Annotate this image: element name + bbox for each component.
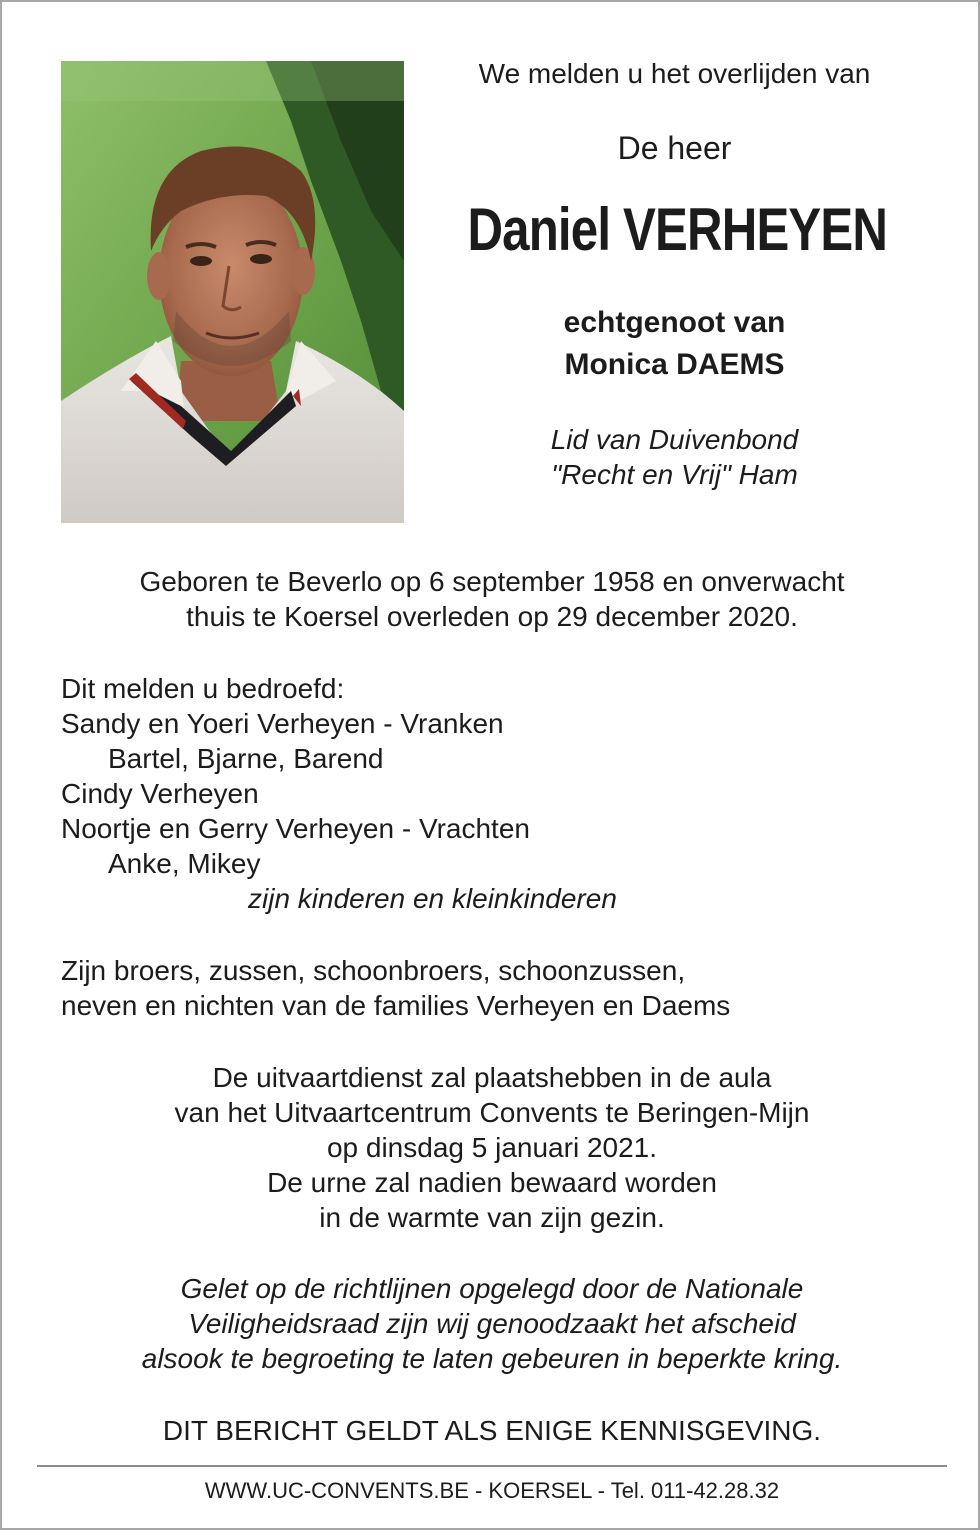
deceased-name: Daniel VERHEYEN xyxy=(467,196,888,263)
salutation: De heer xyxy=(617,130,732,166)
family-line: Noortje en Gerry Verheyen - Vrachten xyxy=(61,813,530,844)
family-line: Bartel, Bjarne, Barend xyxy=(108,743,384,774)
portrait-photo xyxy=(61,61,404,523)
family-line: Sandy en Yoeri Verheyen - Vranken xyxy=(61,708,504,739)
service-line: De uitvaartdienst zal plaatshebben in de aula xyxy=(212,1062,772,1093)
relatives-line-2: neven en nichten van de families Verheyen en Daems xyxy=(61,990,731,1021)
notice-line: alsook te begroeting te laten gebeuren in beperkte kring. xyxy=(141,1343,843,1374)
notice-line: Veiligheidsraad zijn wij genoodzaakt het afscheid xyxy=(188,1308,796,1339)
service-line: in de warmte van zijn gezin. xyxy=(319,1202,665,1233)
intro-text: We melden u het overlijden van xyxy=(478,58,871,89)
club-line-2: "Recht en Vrij" Ham xyxy=(551,459,798,490)
spouse-line-2: Monica DAEMS xyxy=(564,348,785,381)
notice-line: Gelet op de richtlijnen opgelegd door de Nationale xyxy=(180,1273,804,1304)
family-line: Anke, Mikey xyxy=(108,848,261,879)
service-line: van het Uitvaartcentrum Convents te Beringen-Mijn xyxy=(174,1097,810,1128)
service-line: De urne zal nadien bewaard worden xyxy=(267,1167,717,1198)
family-intro: Dit melden u bedroefd: xyxy=(61,673,345,704)
family-caption: zijn kinderen en kleinkinderen xyxy=(248,883,617,914)
relatives-line-1: Zijn broers, zussen, schoonbroers, schoonzussen, xyxy=(61,955,686,986)
birth-line-2: thuis te Koersel overleden op 29 december 2020. xyxy=(186,601,798,632)
club-line-1: Lid van Duivenbond xyxy=(550,424,799,455)
footer-contact: WWW.UC-CONVENTS.BE - KOERSEL - Tel. 011-42.28.32 xyxy=(204,1478,780,1503)
birth-line-1: Geboren te Beverlo op 6 september 1958 en onverwacht xyxy=(139,566,845,597)
service-line: op dinsdag 5 januari 2021. xyxy=(326,1132,658,1163)
footer-divider xyxy=(37,1465,947,1467)
spouse-line-1: echtgenoot van xyxy=(563,306,786,339)
closing-notice: DIT BERICHT GELDT ALS ENIGE KENNISGEVING. xyxy=(162,1415,822,1446)
family-line: Cindy Verheyen xyxy=(61,778,259,809)
